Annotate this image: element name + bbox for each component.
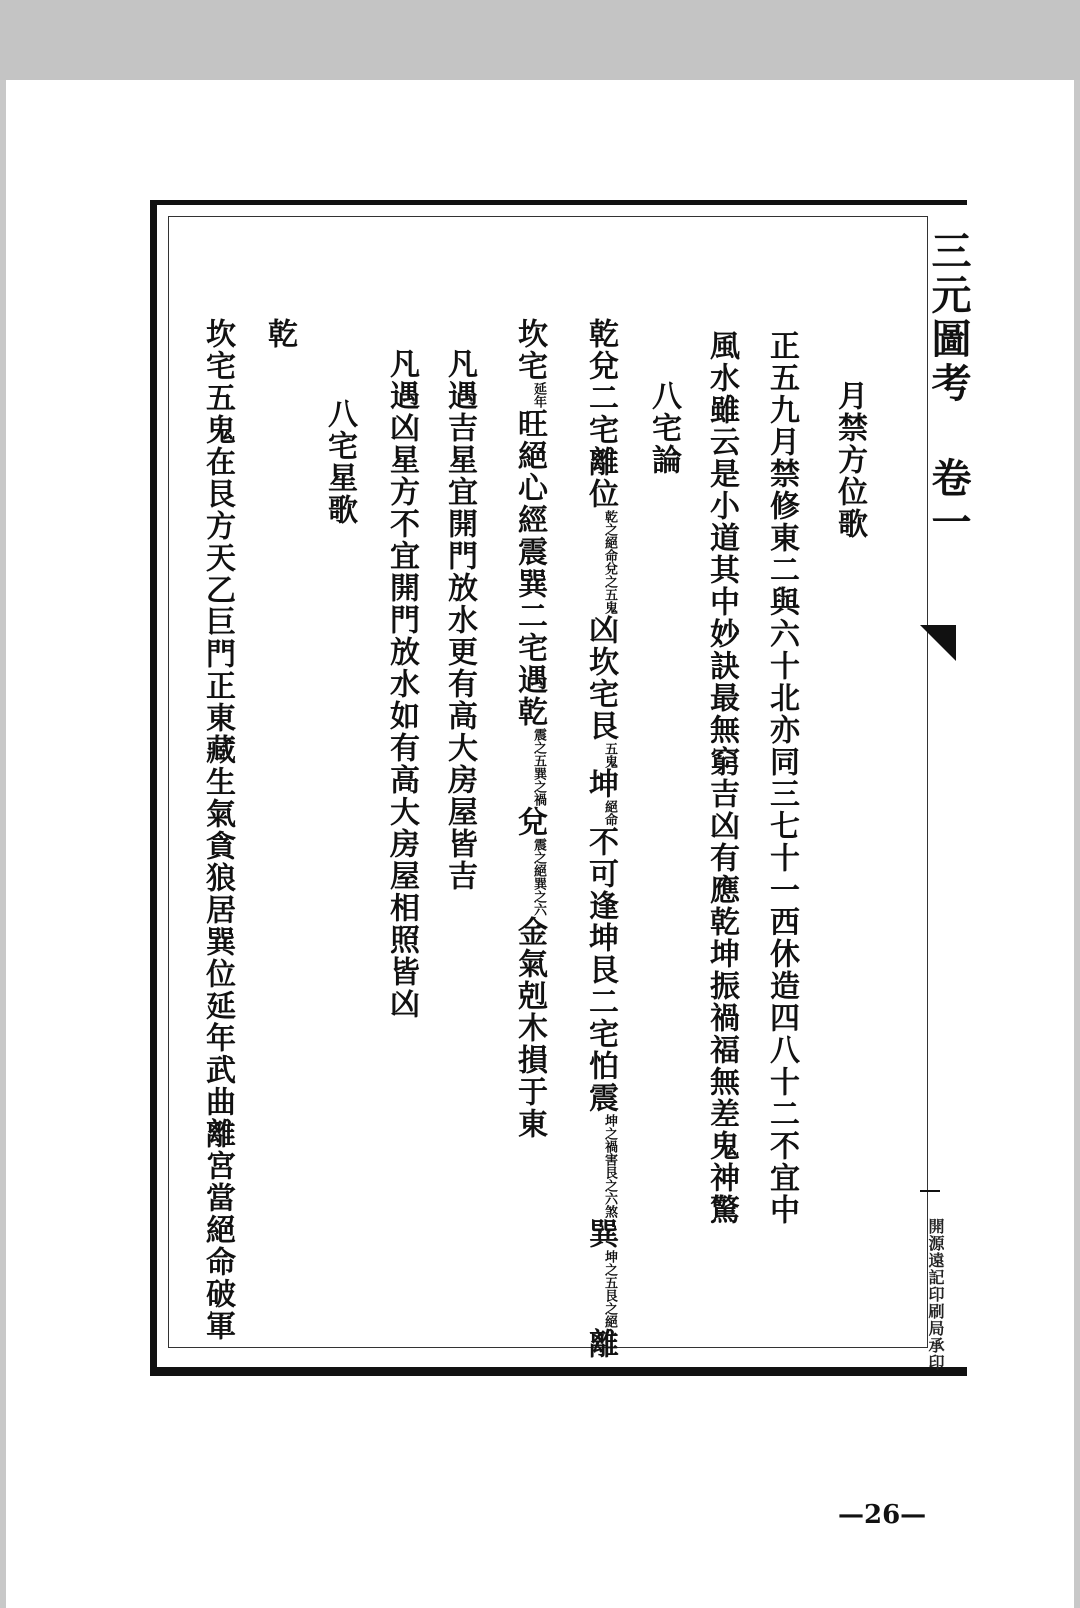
annotation bbox=[602, 1250, 617, 1328]
annotation bbox=[602, 1114, 617, 1218]
text-block-border bbox=[168, 216, 928, 1348]
page-number: —26— bbox=[838, 1500, 927, 1530]
annotation-line: 巽之六 bbox=[531, 877, 546, 916]
annotation-line: 乾之絕命 bbox=[602, 510, 617, 562]
printer-credit: 開源遠記印刷局承印 bbox=[926, 1218, 945, 1371]
viewer-toolbar-area bbox=[0, 0, 1080, 80]
column-text: 旺絕心經震巽二宅遇乾 bbox=[512, 408, 547, 728]
text-column-3 bbox=[704, 330, 738, 1226]
column-text: 不可逢坤艮二宅怕震 bbox=[583, 826, 618, 1114]
text-column-10 bbox=[262, 318, 296, 350]
text-column-6 bbox=[512, 318, 546, 1140]
annotation-line: 艮之絕 bbox=[602, 1289, 617, 1328]
column-text: 凶坎宅艮 bbox=[583, 614, 618, 742]
column-text: 巽 bbox=[583, 1218, 618, 1250]
text-column-9 bbox=[322, 398, 356, 526]
column-heading: 乾 bbox=[262, 318, 297, 350]
annotation bbox=[531, 728, 546, 806]
annotation-line: 震之絕 bbox=[531, 838, 546, 877]
annotation bbox=[602, 510, 617, 614]
annotation bbox=[531, 382, 546, 408]
annotation-line: 絕命 bbox=[602, 800, 617, 826]
column-text: 風水雖云是小道其中妙訣最無窮吉凶有應乾坤振禍福無差鬼神驚 bbox=[704, 330, 739, 1226]
annotation bbox=[602, 800, 617, 826]
column-text: 乾兌二宅離位 bbox=[583, 318, 618, 510]
text-column-11 bbox=[200, 318, 234, 1342]
column-heading: 八宅星歌 bbox=[322, 398, 357, 526]
column-text: 坎宅 bbox=[512, 318, 547, 382]
annotation-line: 兌之五鬼 bbox=[602, 562, 617, 614]
annotation-line: 艮之六煞 bbox=[602, 1166, 617, 1218]
annotation-line: 坤之禍害 bbox=[602, 1114, 617, 1166]
column-text: 凡遇吉星宜開門放水更有高大房屋皆吉 bbox=[442, 348, 477, 892]
annotation-line: 震之五 bbox=[531, 728, 546, 767]
annotation-line: 延年 bbox=[531, 382, 546, 408]
annotation-line: 坤之五 bbox=[602, 1250, 617, 1289]
fish-tail-marker-icon bbox=[920, 625, 956, 661]
annotation-line: 巽之禍 bbox=[531, 767, 546, 806]
annotation bbox=[602, 742, 617, 768]
text-column-2 bbox=[764, 330, 798, 1226]
book-title: 三元圖考 卷一 bbox=[925, 230, 972, 545]
column-text: 正五九月禁修東二與六十北亦同三七十一西休造四八十二不宜中 bbox=[764, 330, 799, 1226]
text-column-1 bbox=[832, 380, 866, 540]
column-text: 坎宅五鬼在艮方天乙巨門正東藏生氣貪狼居巽位延年武曲離宮當絕命破軍 bbox=[200, 318, 235, 1342]
column-text: 凡遇凶星方不宜開門放水如有高大房屋相照皆凶 bbox=[384, 348, 419, 1020]
text-column-7 bbox=[442, 348, 476, 892]
text-column-4 bbox=[646, 380, 680, 476]
text-column-8 bbox=[384, 348, 418, 1020]
annotation-line: 五鬼 bbox=[602, 742, 617, 768]
column-text: 兌 bbox=[512, 806, 547, 838]
column-text: 離 bbox=[583, 1328, 618, 1360]
annotation bbox=[531, 838, 546, 916]
column-heading: 八宅論 bbox=[646, 380, 681, 476]
margin-rule bbox=[920, 1190, 940, 1192]
column-text: 坤 bbox=[583, 768, 618, 800]
column-text: 月禁方位歌 bbox=[832, 380, 867, 540]
text-column-5 bbox=[583, 318, 617, 1360]
column-text: 金氣剋木損于東 bbox=[512, 916, 547, 1140]
